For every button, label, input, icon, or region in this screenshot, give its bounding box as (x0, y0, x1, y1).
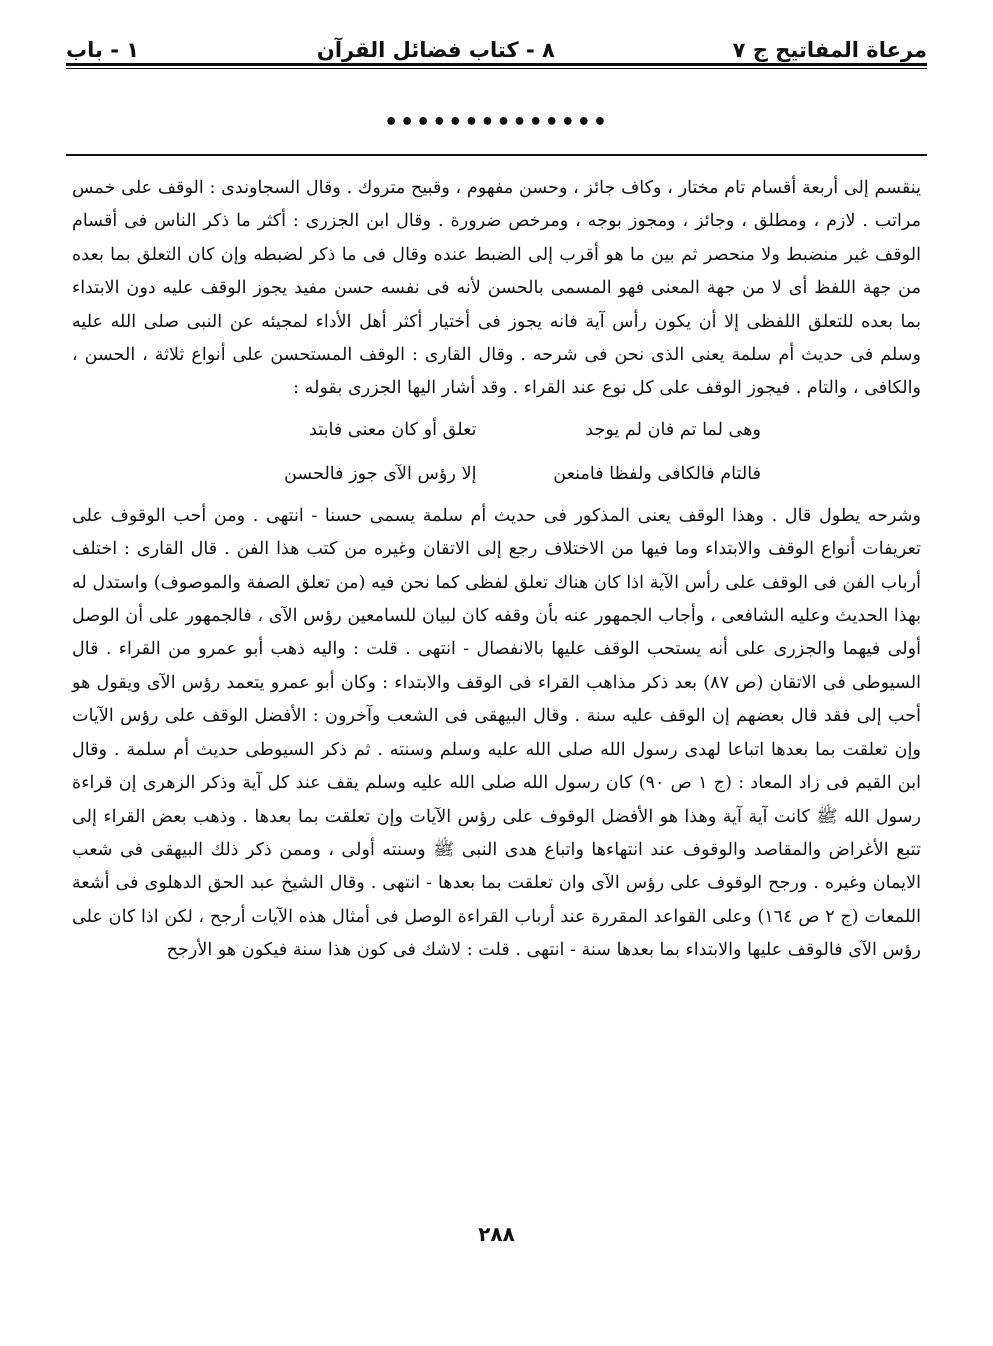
poem-verses (72, 408, 921, 496)
paragraph-1: ينقسم إلى أربعة أقسام تام مختار ، وكاف جائز ، وحسن مفهوم ، وقبيح متروك . وقال السجاوندى : الوقف على خمس مراتب . لازم ، ومطلق ، وجائز ، ومجوز بوجه ، ومرخص ضرورة . وقال ابن الجزرى : أكثر ما ذكر الناس فى أقسام الوقف غير منضبط ولا منحصر ثم بين ما هو أقرب إلى الضبط عنده وقال فى ما ذكر لضبطه وإن كان التعلق بما بعده من جهة اللفظ أى لا من جهة المعنى فهو المسمى بالحسن لأنه فى نفسه حسن مفيد يجوز الوقف عليه دون الابتداء بما بعده للتعلق اللفظى إلا أن يكون رأس آية فانه يجوز فى أختيار أكثر أهل الأداء لمجيئه عن النبى صلى الله عليه وسلم فى حديث أم سلمة يعنى الذى نحن فى شرحه . وقال القارى : الوقف المستحسن على أنواع ثلاثة ، الحسن ، والكافى ، والتام . فيجوز الوقف على كل نوع عند القراء . وقد أشار اليها الجزرى بقوله : (72, 178, 921, 399)
section-separator-dots: •••••••••••••• (384, 110, 609, 135)
header-section: ١ - باب (66, 38, 140, 62)
poem-verse-2a: فالتام فالكافى ولفظا فامنعن (553, 463, 761, 484)
section-rule (66, 154, 927, 156)
running-header (66, 22, 927, 62)
poem-verse-1b: تعلق أو كان معنى فابتد (309, 419, 477, 440)
header-rule-thick (66, 63, 927, 66)
poem-verse-2b: إلا رؤس الآى جوز فالحسن (284, 463, 477, 484)
header-book-title: مرعاة المفاتيح ج ٧ (732, 38, 927, 62)
main-text (72, 172, 921, 968)
header-chapter-title: ٨ - كتاب فضائل القرآن (316, 38, 555, 62)
header-rule-thin (66, 68, 927, 69)
paragraph-2: وشرحه يطول قال . وهذا الوقف يعنى المذكور فى حديث أم سلمة يسمى حسنا - انتهى . ومن أحب الوقوف على تعريفات أنواع الوقف والابتداء وما فيها من الاختلاف رجع إلى الاتقان وغيره من كتب هذا الفن . قال القارى : اختلف أرباب الفن فى الوقف على رأس الآية اذا كان هناك تعلق لفظى كما نحن فيه (من تعلق الصفة والموصوف) واستدل له بهذا الحديث وعليه الشافعى ، وأجاب الجمهور عنه بأن وقفه كان لبيان للسامعين رؤس الآى ، فالجمهور على أن الوصل أولى فيهما والجزرى على أنه يستحب الوقف عليها بالانفصال - انتهى . قلت : واليه ذهب أبو عمرو من القراء . قال السيوطى فى الاتقان (ص ٨٧) بعد ذكر مذاهب القراء فى الوقف والابتداء : وكان أبو عمرو يتعمد رؤس الآى ويقول هو أحب إلى فقد قال بعضهم إن الوقف عليه سنة . وقال البيهقى فى الشعب وآخرون : الأفضل الوقف على رؤس الآيات وإن تعلقت بما بعدها اتباعا لهدى رسول الله صلى الله عليه وسلم وسنته . ثم ذكر السيوطى حديث أم سلمة . وقال ابن القيم فى زاد المعاد : (ج ١ ص ٩٠) كان رسول الله صلى الله عليه وسلم يقف عند كل آية وذكر الزهرى إن قراءة رسول الله ﷺ كانت آية آية وهذا هو الأفضل الوقوف على رؤس الآيات وإن تعلقت بما بعدها . وذهب بعض القراء إلى تتبع الأغراض والمقاصد والوقوف عند انتهاءها واتباع هدى النبى ﷺ وسنته أولى ، وممن ذكر ذلك البيهقى فى شعب الايمان وغيره . ورجح الوقوف على رؤس الآى وان تعلقت بما بعدها - انتهى . وقال الشيخ عبد الحق الدهلوى فى أشعة اللمعات (ج ٢ ص ١٦٤) وعلى القواعد المقررة عند أرباب القراءة الوصل فى أمثال هذه الآيات أرجح ، لكن اذا كان على رؤس الآى فالوقف عليها والابتداء بما بعدها سنة - انتهى . قلت : لاشك فى كون هذا سنة فيكون هو الأرجح (72, 505, 921, 961)
page-number: ٢٨٨ (478, 1222, 515, 1246)
poem-verse-1a: وهى لما تم فان لم يوجد (585, 419, 761, 440)
